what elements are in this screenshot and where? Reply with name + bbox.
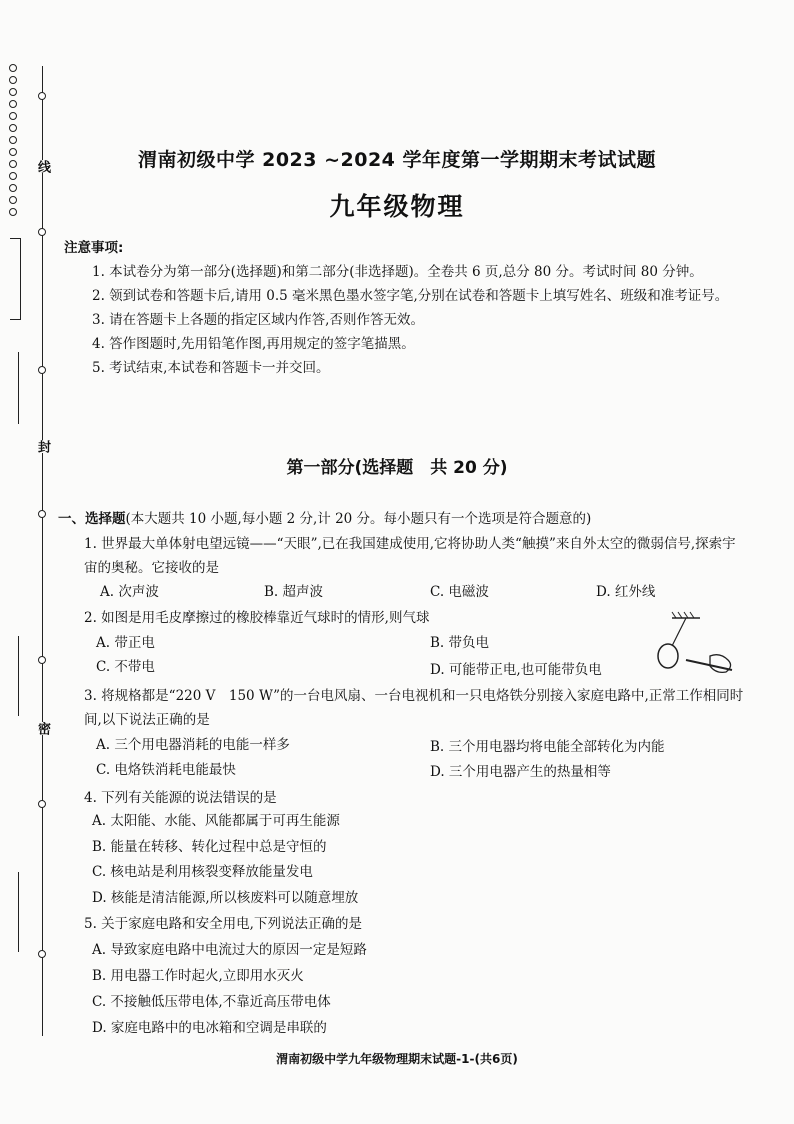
seal-line-circle [38,510,46,518]
seal-line-circle [38,950,46,958]
notice-block [64,236,744,380]
question-option: D. 可能带正电,也可能带负电 [430,662,602,678]
seal-line-circle [38,800,46,808]
question-option: A. 太阳能、水能、风能都属于可再生能源 [92,813,340,829]
question-option: C. 不接触低压带电体,不靠近高压带电体 [92,994,331,1010]
question-stem: 5. 关于家庭电路和安全用电,下列说法正确的是 [84,916,362,932]
question-option: B. 用电器工作时起火,立即用水灭火 [92,968,304,984]
notice-item: 3. 请在答题卡上各题的指定区域内作答,否则作答无效。 [92,312,424,328]
page-footer: 渭南初级中学九年级物理期末试题-1-(共6页) [276,1052,518,1066]
seal-line-circle [38,366,46,374]
seal-line-circle [38,656,46,664]
binding-ring [9,100,17,108]
question-option: C. 电烙铁消耗电能最快 [96,762,236,778]
question-option: C. 电磁波 [430,584,489,600]
question-stem: 2. 如图是用毛皮摩擦过的橡胶棒靠近气球时的情形,则气球 [84,610,430,626]
seat-field-bar [18,872,19,952]
question-stem: 4. 下列有关能源的说法错误的是 [84,790,277,806]
binding-ring [9,124,17,132]
notice-item: 5. 考试结束,本试卷和答题卡一并交回。 [92,360,330,376]
question-option: D. 三个用电器产生的热量相等 [430,764,611,780]
seal-label-fold: 密 [35,722,50,735]
balloon-rod-figure [632,610,742,680]
section-instruction: (本大题共 10 小题,每小题 2 分,计 20 分。每小题只有一个选项是符合题意的) [125,511,592,527]
question-option: C. 不带电 [96,659,155,675]
seal-label-seal: 封 [35,440,50,453]
subject-title: 九年级物理 [329,192,465,221]
question-option: D. 家庭电路中的电冰箱和空调是串联的 [92,1020,327,1036]
seal-line-circle [38,228,46,236]
question-option: A. 带正电 [96,635,155,651]
notice-item: 1. 本试卷分为第一部分(选择题)和第二部分(非选择题)。全卷共 6 页,总分 80 分。考试时间 80 分钟。 [92,264,703,280]
binding-ring [9,172,17,180]
question-option: D. 红外线 [596,584,656,600]
binding-ring [9,136,17,144]
question-option: A. 导致家庭电路中电流过大的原因一定是短路 [92,942,367,958]
part-title: 第一部分(选择题 共 20 分) [286,458,508,478]
question-option: B. 超声波 [264,584,324,600]
name-field-bracket [10,238,21,320]
question-option: C. 核电站是利用核裂变释放能量发电 [92,864,313,880]
question-option: D. 核能是清洁能源,所以核废料可以随意埋放 [92,890,359,906]
question-stem: 3. 将规格都是“220 V 150 W”的一台电风扇、一台电视机和一只电烙铁分别接入家庭电路中,正常工作相同时间,以下说法正确的是 [84,688,744,728]
binding-ring [9,64,17,72]
binding-ring [9,76,17,84]
notice-item: 4. 答作图题时,先用铅笔作图,再用规定的签字笔描黑。 [92,336,415,352]
id-field-bar [18,636,19,716]
notice-heading: 注意事项: [64,240,124,256]
seal-label-line: 线 [35,160,50,173]
question-stem: 1. 世界最大单体射电望远镜——“天眼”,已在我国建成使用,它将协助人类“触摸”来自外太空的微弱信号,探索宇宙的奥秘。它接收的是 [84,536,736,576]
section-label: 一、选择题 [58,511,126,527]
seal-line-circle [38,92,46,100]
class-field-bar [18,352,19,424]
question-option: A. 三个用电器消耗的电能一样多 [96,737,290,753]
question-option: A. 次声波 [100,584,159,600]
section-heading [58,508,748,530]
binding-ring [9,88,17,96]
question-option: B. 能量在转移、转化过程中总是守恒的 [92,839,327,855]
question-option: B. 带负电 [430,635,490,651]
binding-ring [9,112,17,120]
question-option: B. 三个用电器均将电能全部转化为内能 [430,739,665,755]
notice-item: 2. 领到试卷和答题卡后,请用 0.5 毫米黑色墨水签字笔,分别在试卷和答题卡上填写姓名、班级和准考证号。 [92,288,729,304]
exam-title: 渭南初级中学 2023 ~2024 学年度第一学期期末考试试题 [137,149,657,171]
